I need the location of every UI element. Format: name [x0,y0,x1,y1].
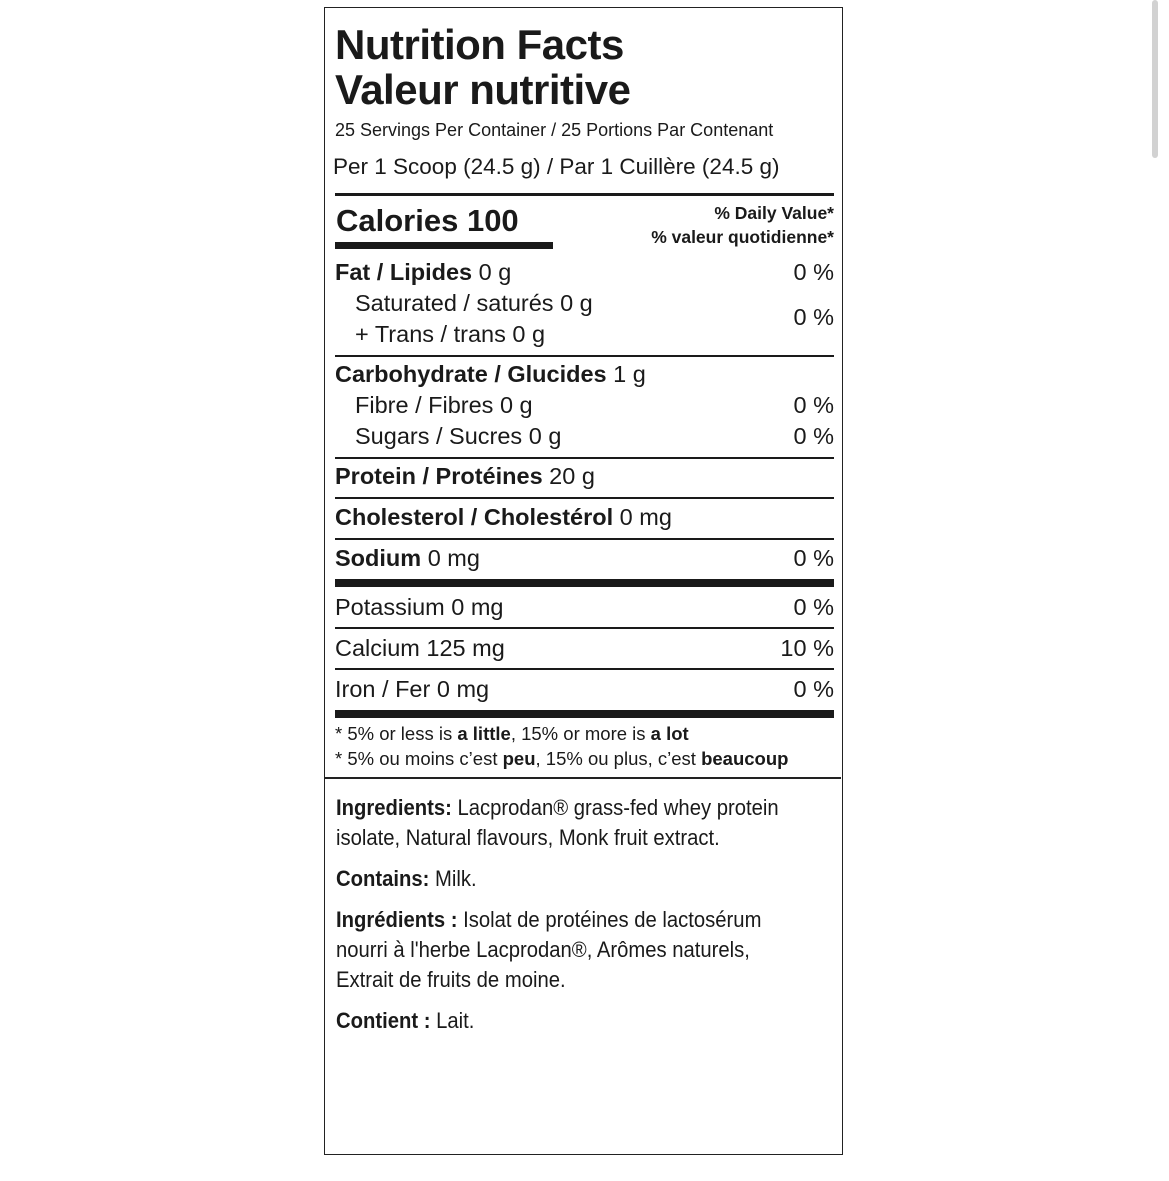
nutrient-row-saturated: Saturated / saturés 0 g [355,290,593,316]
calories: Calories 100 [336,203,519,238]
rule [335,627,834,629]
calories-underline [335,242,553,249]
title-french: Valeur nutritive [335,66,631,113]
rule [335,538,834,540]
footnote-french: * 5% ou moins c’est peu, 15% ou plus, c’est beaucoup [335,748,789,769]
nutrient-row-trans: + Trans / trans 0 g [355,321,546,347]
nutrient-row-calcium: Calcium 125 mg [335,635,505,661]
nutrient-row-sugars: Sugars / Sucres 0 g [355,423,562,449]
nutrient-pct-sugars: 0 % [793,423,834,449]
daily-value-header-en: % Daily Value* [714,203,834,223]
rule [335,668,834,670]
rule [335,497,834,499]
nutrient-row-sodium: Sodium 0 mg [335,545,480,571]
title-english: Nutrition Facts [335,21,624,68]
nutrient-row-protein: Protein / Protéines 20 g [335,463,595,489]
nutrient-pct-fat: 0 % [793,259,834,285]
ingredients-english: Ingredients: Lacprodan® grass-fed whey protein isolate, Natural flavours, Monk fruit extract. [336,795,779,850]
nutrient-row-fibre: Fibre / Fibres 0 g [355,392,533,418]
footnote-english: * 5% or less is a little, 15% or more is a lot [335,723,689,744]
nutrient-pct-potassium: 0 % [793,594,834,620]
nutrient-row-carbohydrate: Carbohydrate / Glucides 1 g [335,361,646,387]
rule [335,457,834,459]
rule [335,193,834,196]
nutrient-row-potassium: Potassium 0 mg [335,594,504,620]
nutrient-pct-saturated-trans: 0 % [793,304,834,330]
servings-per-container: 25 Servings Per Container / 25 Portions Par Contenant [335,120,774,140]
nutrition-label [324,7,843,1155]
ingredients-french: Ingrédients : Isolat de protéines de lactosérum nourri à l'herbe Lacprodan®, Arômes naturels, Extrait de fruits de moine. [336,907,762,992]
rule [335,355,834,357]
daily-value-header-fr: % valeur quotidienne* [651,227,834,247]
serving-size: Per 1 Scoop (24.5 g) / Par 1 Cuillère (24.5 g) [333,154,780,179]
nutrient-row-cholesterol: Cholesterol / Cholestérol 0 mg [335,504,672,530]
section-divider [325,777,841,779]
nutrient-row-iron: Iron / Fer 0 mg [335,676,490,702]
rule-thick [335,579,834,587]
scrollbar-thumb[interactable] [1152,0,1158,158]
nutrient-pct-sodium: 0 % [793,545,834,571]
contains-french: Contient : Lait. [336,1008,475,1033]
nutrient-pct-fibre: 0 % [793,392,834,418]
nutrient-pct-calcium: 10 % [780,635,834,661]
nutrient-pct-iron: 0 % [793,676,834,702]
nutrient-row-fat: Fat / Lipides 0 g [335,259,512,285]
contains-english: Contains: Milk. [336,866,477,891]
rule-thick [335,710,834,718]
